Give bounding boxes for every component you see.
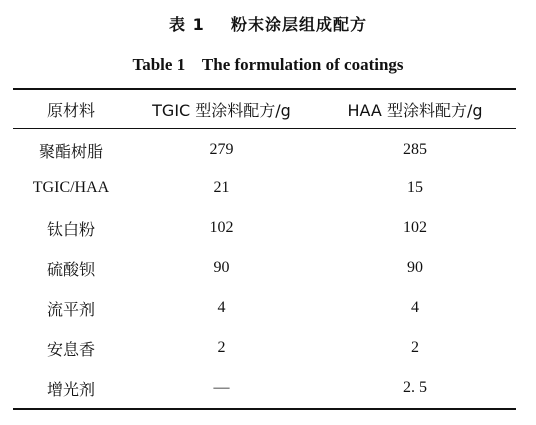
- table-row: [13, 248, 516, 288]
- cell-tgic-value: 21: [213, 179, 230, 196]
- header-material: 原材料: [46, 100, 95, 120]
- cell-material: 硫酸钡: [46, 259, 95, 279]
- cell-material: 钛白粉: [46, 219, 95, 239]
- cell-material: TGIC/HAA: [32, 179, 110, 196]
- cell-haa-value: 15: [407, 179, 423, 196]
- table-row: [13, 368, 516, 408]
- cell-haa-value: 2. 5: [403, 379, 427, 396]
- cell-tgic-value: 2: [217, 339, 226, 356]
- cell-material: 安息香: [46, 339, 95, 359]
- table-row: [13, 128, 516, 168]
- table-bottom-rule: [13, 408, 516, 410]
- formulation-table: [13, 90, 516, 408]
- cell-tgic-value: 4: [217, 299, 226, 316]
- table-title-english: Table 1 The formulation of coatings: [132, 55, 404, 74]
- table-row: [13, 168, 516, 208]
- table-header-row: [13, 90, 516, 128]
- table-row: [13, 288, 516, 328]
- cell-haa-value: 102: [403, 219, 427, 236]
- header-tgic-formulation: TGIC 型涂料配方/g: [152, 100, 291, 120]
- cell-tgic-value: 90: [213, 259, 230, 276]
- cell-tgic-value: 279: [209, 141, 234, 158]
- cell-haa-value: 90: [407, 259, 423, 276]
- cell-material: 流平剂: [46, 299, 95, 319]
- cell-tgic-value: —: [213, 379, 230, 396]
- table-row: [13, 328, 516, 368]
- table-row: [13, 208, 516, 248]
- header-haa-formulation: HAA 型涂料配方/g: [347, 100, 483, 120]
- cell-haa-value: 2: [411, 339, 419, 356]
- cell-haa-value: 285: [403, 141, 427, 158]
- cell-material: 增光剂: [46, 379, 95, 399]
- cell-material: 聚酯树脂: [38, 141, 103, 161]
- cell-haa-value: 4: [411, 299, 419, 316]
- cell-tgic-value: 102: [209, 219, 234, 236]
- table-title-chinese: 表 1 粉末涂层组成配方: [169, 15, 367, 34]
